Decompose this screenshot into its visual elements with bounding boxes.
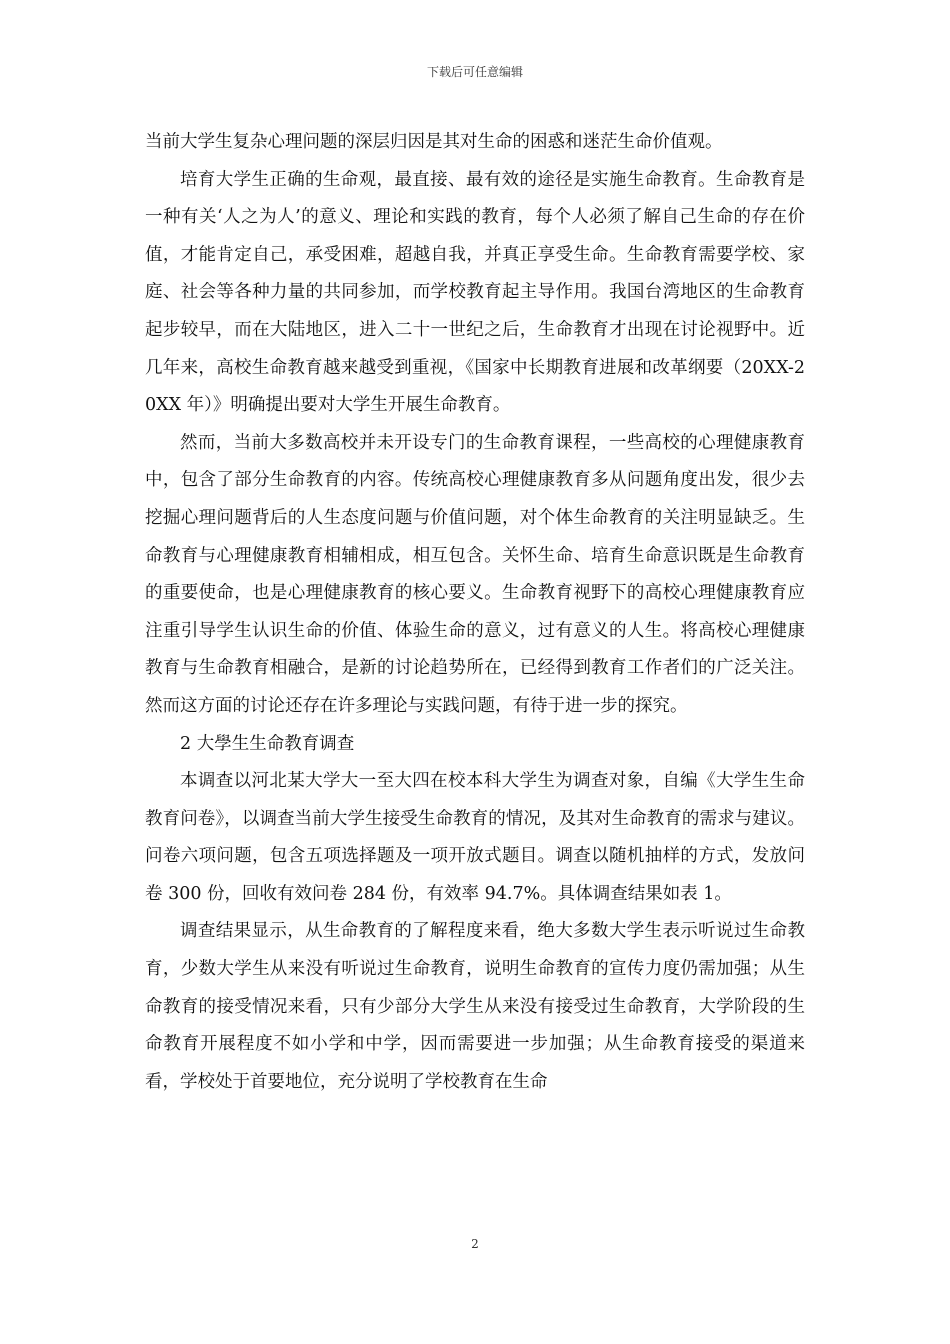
- section-heading-survey: 2 大學生生命教育调查: [180, 733, 355, 754]
- paragraph-survey-results: 调查结果显示，从生命教育的了解程度来看，绝大多数大学生表示听说过生命教育，少数大学生从来没有听说过生命教育，说明生命教育的宣传力度仍需加强；从生命教育的接受情况来看，只有少部分大学生从来没有接受过生命教育，大学阶段的生命教育开展程度不如小学和中学，因而需要进一步加强；从生命教育接受的渠道来看，学校处于首要地位，充分说明了学校教育在生命: [145, 921, 805, 1092]
- paragraph-continuation: 当前大学生复杂心理问题的深层归因是其对生命的困惑和迷茫生命价值观。: [145, 132, 723, 152]
- paragraph-survey-method: 本调查以河北某大学大一至大四在校本科大学生为调查对象，自编《大学生生命教育问卷》，以调查当前大学生接受生命教育的情况，及其对生命教育的需求与建议。问卷六项问题，包含五项选择题及一项开放式题目。调查以随机抽样的方式，发放问卷 300 份，回收有效问卷 284 份，有效率 94.7%。具体调查结果如表 1。: [145, 771, 805, 904]
- document-body: [145, 124, 805, 1101]
- page-header: 下载后可任意编辑: [426, 65, 523, 79]
- page-number: 2: [471, 1237, 479, 1251]
- paragraph-mental-health-education: 然而，当前大多数高校并未开设专门的生命教育课程，一些高校的心理健康教育中，包含了部分生命教育的内容。传统高校心理健康教育多从问题角度出发，很少去挖掘心理问题背后的人生态度问题与价值问题，对个体生命教育的关注明显缺乏。生命教育与心理健康教育相辅相成，相互包含。关怀生命、培育生命意识既是生命教育的重要使命，也是心理健康教育的核心要义。生命教育视野下的高校心理健康教育应注重引导学生认识生命的价值、体验生命的意义，过有意义的人生。将高校心理健康教育与生命教育相融合，是新的讨论趋势所在，已经得到教育工作者们的广泛关注。然而这方面的讨论还存在许多理论与实践问题，有待于进一步的探究。: [145, 432, 805, 716]
- paragraph-life-education-intro: 培育大学生正确的生命观，最直接、最有效的途径是实施生命教育。生命教育是一种有关‘人之为人’的意义、理论和实践的教育，每个人必须了解自己生命的存在价值，才能肯定自己，承受困难，超越自我，并真正享受生命。生命教育需要学校、家庭、社会等各种力量的共同参加，而学校教育起主导作用。我国台湾地区的生命教育起步较早，而在大陆地区，进入二十一世纪之后，生命教育才出现在讨论视野中。近几年来，高校生命教育越来越受到重视，《国家中长期教育进展和改革纲要（20XX-20XX 年）》明确提出要对大学生开展生命教育。: [145, 169, 805, 416]
